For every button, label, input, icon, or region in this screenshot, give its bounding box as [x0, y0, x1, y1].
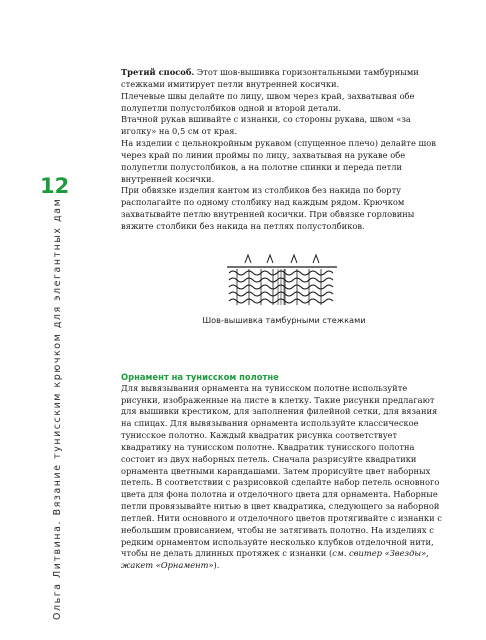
figure-caption: Шов-вышивка тамбурными стежками: [202, 314, 366, 325]
paragraph-drop-shoulder: На изделии с цельнокройным рукавом (спущенное плечо) делайте шов через край по линии проймы по лицу, захватывая на рукаве обе полупетли полустолбиков, а на полотне спинки и переда петли внутренней косички.: [121, 138, 436, 184]
paragraph-set-in-sleeve: Втачной рукав вшивайте с изнанки, со стороны рукава, швом «за иголку» на 0,5 см от края.: [121, 114, 411, 137]
section-body-end: ).: [213, 560, 220, 571]
stitch-illustration-icon: [217, 253, 347, 307]
running-title: Ольга Литвина. Вязание тунисским крючком для элегантных дам: [52, 197, 63, 620]
paragraph-shoulder-seams: Плечевые швы делайте по лицу, швом через край, захватывая обе полупетли полустолбиков одной и второй детали.: [121, 90, 415, 113]
lead-text: Этот шов-вышивка горизонтальными тамбурными стежками имитирует петли внутренней косички.: [121, 67, 419, 89]
cross-reference: см. свитер «Звезды», жакет «Орнамент»: [121, 548, 429, 571]
section-body: [121, 383, 447, 573]
section-heading: Орнамент на тунисском полотне: [121, 371, 279, 382]
page-content: [121, 67, 447, 572]
page-number: 12: [40, 174, 70, 198]
paragraph-edging: При обвязке изделия кантом из столбиков без накида по борту располагайте по одному столбику над каждым рядом. Крючком захватывайте петлю внутренней косички. При обвязке горловины вяжите столбики без накида на петлях полустолбиков.: [121, 185, 415, 231]
intro-paragraph: [121, 67, 447, 91]
section-body-main: Для вывязывания орнамента на тунисском полотне используйте рисунки, изображенные на листе в клетку. Такие рисунки предлагают для вышивки крестиком, для заполнения филейной сетки, для вязания на спицах. Для вывязывания орнамента используйте классическое тунисское полотно. Каждый квадратик рисунка соответствует квадратику на тунисском полотне. Квадратик тунисского полотна состоит из двух наборных петель. Сначала разрисуйте квадратики орнамента цветными карандашами. Затем прорисуйте цвет наборных петель. В соответствии с разрисовкой сделайте набор петель основного цвета для фона полотна и отделочного цвета для орнамента. Наборные петли провязывайте нитью в цвет квадратика, следующего за наборной петлей. Нити основного и отделочного цветов протягивайте с изнанки с небольшим провисанием, чтобы не затягивать полотно. На изделиях с редким орнаментом используйте несколько клубков отделочной нити, чтобы не делать длинных протяжек с изнанки (: [121, 382, 442, 559]
figure: [121, 253, 447, 307]
lead-label: Третий способ.: [121, 67, 195, 77]
